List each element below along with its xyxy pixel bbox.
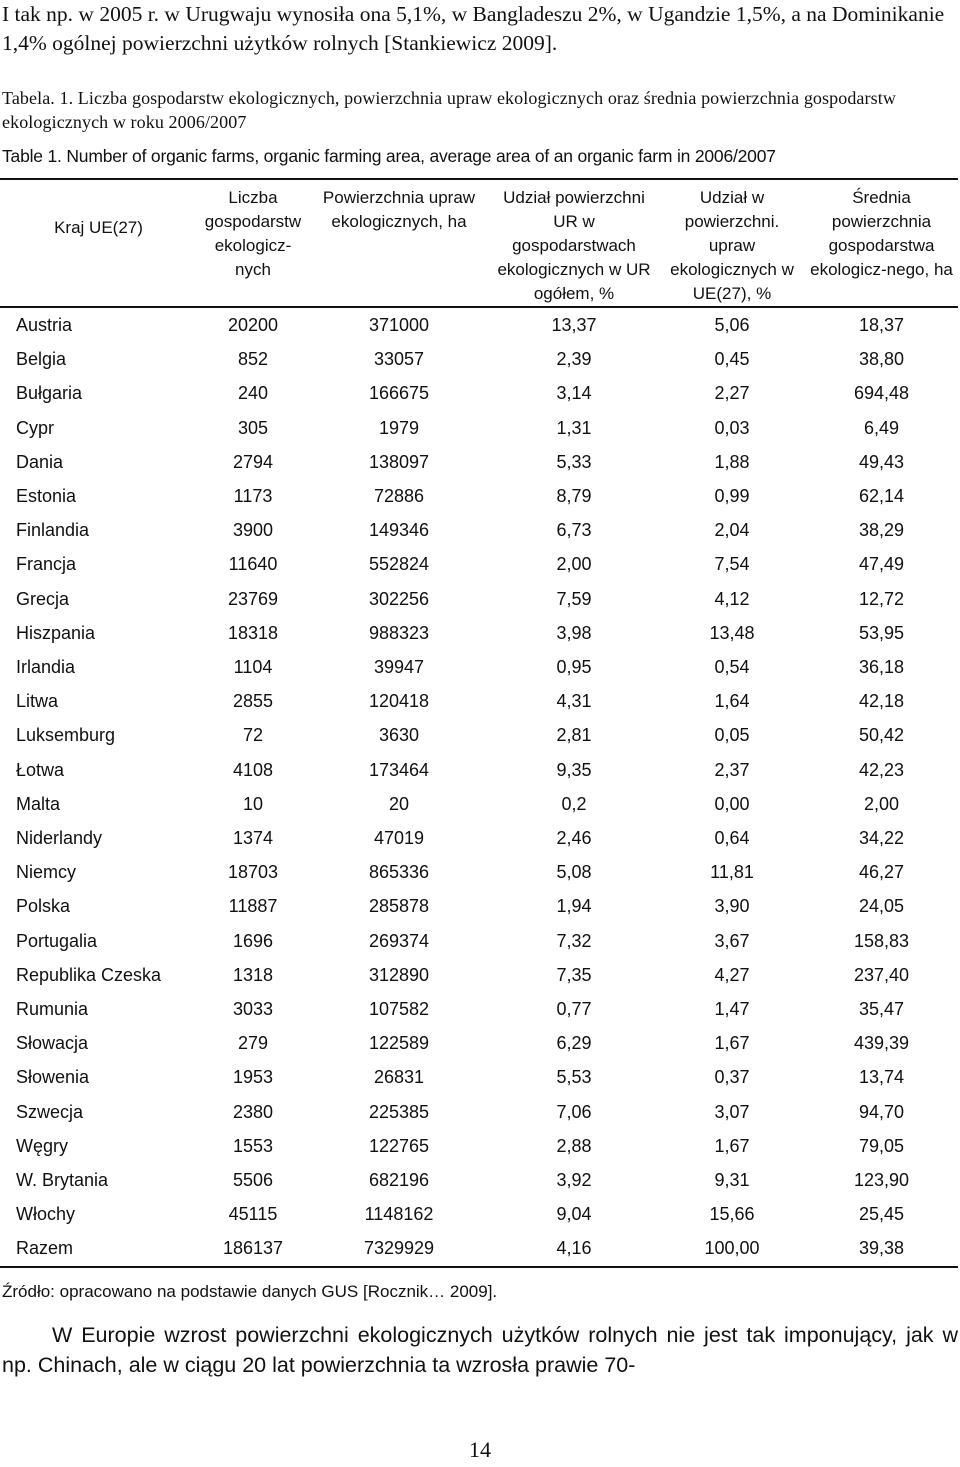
table-cell-value: 53,95 xyxy=(858,622,905,643)
table-cell-country: Irlandia xyxy=(16,657,76,678)
table-row xyxy=(0,445,958,479)
table-cell-country: Belgia xyxy=(16,349,67,370)
table-cell-value: 45115 xyxy=(228,1204,278,1225)
table-cell-country: Finlandia xyxy=(16,520,90,541)
table-row xyxy=(0,1026,958,1060)
table-cell-value: 8,79 xyxy=(556,486,592,507)
table-cell-value: 439,39 xyxy=(853,1033,910,1054)
table-cell-value: 1979 xyxy=(378,417,420,438)
table-cell-country: W. Brytania xyxy=(16,1170,109,1191)
table-row xyxy=(0,718,958,752)
table-cell-value: 5,08 xyxy=(556,862,592,883)
table-cell-value: 7,32 xyxy=(556,930,592,951)
table-cell-value: 11887 xyxy=(228,896,278,917)
table-cell-value: 18703 xyxy=(227,862,279,883)
table-cell-value: 279 xyxy=(237,1033,269,1054)
table-cell-value: 1696 xyxy=(232,930,274,951)
table-cell-value: 42,18 xyxy=(858,691,905,712)
table-cell-value: 47019 xyxy=(373,828,425,849)
table-cell-value: 2380 xyxy=(232,1101,274,1122)
table-cell-value: 35,47 xyxy=(858,999,905,1020)
table-row xyxy=(0,376,958,410)
table-cell-value: 18318 xyxy=(227,622,279,643)
table-row xyxy=(0,958,958,992)
table-cell-value: 1,64 xyxy=(714,691,750,712)
table-row xyxy=(0,889,958,923)
table-row xyxy=(0,479,958,513)
table-cell-value: 1374 xyxy=(232,828,274,849)
table-cell-value: 0,05 xyxy=(714,725,750,746)
table-cell-value: 34,22 xyxy=(858,828,905,849)
table-cell-value: 1,88 xyxy=(714,451,750,472)
table-cell-value: 0,00 xyxy=(714,793,750,814)
table-cell-value: 269374 xyxy=(368,930,430,951)
table-cell-value: 694,48 xyxy=(853,383,910,404)
table-cell-value: 4,31 xyxy=(556,691,592,712)
table-cell-country: Włochy xyxy=(16,1204,76,1225)
table-cell-value: 1173 xyxy=(233,486,273,507)
table-cell-country: Niderlandy xyxy=(16,828,103,849)
table-row xyxy=(0,411,958,445)
table-cell-value: 62,14 xyxy=(858,486,905,507)
table-cell-value: 36,18 xyxy=(858,657,905,678)
table-cell-value: 0,99 xyxy=(714,486,750,507)
table-cell-value: 3,98 xyxy=(556,622,592,643)
table-cell-country: Razem xyxy=(16,1238,74,1259)
table-cell-value: 6,29 xyxy=(556,1033,592,1054)
table-cell-value: 138097 xyxy=(368,451,430,472)
table-cell-value: 123,90 xyxy=(853,1170,910,1191)
table-cell-value: 2,88 xyxy=(556,1135,592,1156)
table-cell-value: 149346 xyxy=(368,520,430,541)
table-cell-value: 0,2 xyxy=(561,793,587,814)
table-cell-value: 20200 xyxy=(227,315,279,335)
table-cell-country: Luksemburg xyxy=(16,725,116,746)
table-cell-value: 50,42 xyxy=(858,725,905,746)
column-header-share-of-ur: Udział powierzchni UR w gospodarstwach ekologicznych w UR ogółem, % xyxy=(497,188,651,303)
table-cell-value: 72 xyxy=(242,725,264,746)
table-row xyxy=(0,753,958,787)
table-header-row xyxy=(0,179,958,307)
table-cell-value: 2,00 xyxy=(556,554,592,575)
column-header-share-of-eu: Udział w powierzchni. upraw ekologicznych w UE(27), % xyxy=(670,188,794,303)
table-cell-value: 39947 xyxy=(373,657,425,678)
table-body xyxy=(0,307,958,1267)
table-cell-value: 15,66 xyxy=(709,1204,755,1225)
table-cell-value: 0,77 xyxy=(556,999,592,1020)
table-caption-polish: Tabela. 1. Liczba gospodarstw ekologicznych, powierzchnia upraw ekologicznych oraz średnia powierzchnia gospodarstw ekologicznych w roku 2006/2007 xyxy=(2,88,896,132)
table-cell-value: 11640 xyxy=(228,554,278,575)
table-cell-value: 3,67 xyxy=(714,930,750,951)
table-cell-value: 79,05 xyxy=(858,1135,905,1156)
table-cell-value: 4,12 xyxy=(714,588,750,609)
table-cell-value: 852 xyxy=(237,349,269,370)
table-cell-value: 1104 xyxy=(233,657,273,678)
table-caption-english: Table 1. Number of organic farms, organic farming area, average area of an organic farm in 2006/2007 xyxy=(2,146,776,166)
table-row xyxy=(0,821,958,855)
table-row xyxy=(0,787,958,821)
table-cell-value: 7329929 xyxy=(363,1238,435,1259)
table-cell-value: 0,64 xyxy=(714,828,750,849)
table-cell-value: 302256 xyxy=(368,588,430,609)
table-cell-value: 107582 xyxy=(368,999,430,1020)
table-row xyxy=(0,1197,958,1231)
table-row xyxy=(0,513,958,547)
table-cell-value: 12,72 xyxy=(858,588,905,609)
table-row xyxy=(0,650,958,684)
table-cell-value: 26831 xyxy=(373,1067,425,1088)
table-cell-country: Rumunia xyxy=(16,999,89,1020)
table-cell-value: 0,37 xyxy=(714,1067,750,1088)
table-cell-value: 3033 xyxy=(232,999,274,1020)
column-header-farm-count: Liczba gospodarstw ekologicz-nych xyxy=(204,188,302,279)
table-cell-value: 18,37 xyxy=(858,315,905,335)
table-cell-value: 38,29 xyxy=(858,520,905,541)
table-cell-country: Republika Czeska xyxy=(16,964,162,985)
table-row xyxy=(0,924,958,958)
page-number: 14 xyxy=(469,1437,491,1462)
table-cell-value: 2,46 xyxy=(556,828,592,849)
table-cell-value: 1,67 xyxy=(714,1135,750,1156)
table-cell-value: 6,73 xyxy=(556,520,592,541)
table-row xyxy=(0,582,958,616)
table-cell-country: Dania xyxy=(16,451,64,472)
table-row xyxy=(0,307,958,342)
table-cell-value: 23769 xyxy=(227,588,279,609)
table-row xyxy=(0,1129,958,1163)
table-cell-country: Grecja xyxy=(16,588,70,609)
table-cell-value: 285878 xyxy=(368,896,430,917)
table-row xyxy=(0,684,958,718)
table-cell-country: Słowacja xyxy=(16,1033,89,1054)
table-cell-value: 5506 xyxy=(232,1170,274,1191)
table-cell-value: 4,27 xyxy=(714,964,750,985)
table-cell-value: 7,35 xyxy=(556,964,592,985)
table-cell-value: 42,23 xyxy=(858,759,905,780)
table-cell-value: 166675 xyxy=(368,383,430,404)
table-cell-value: 7,06 xyxy=(556,1101,592,1122)
table-cell-value: 13,37 xyxy=(551,315,597,335)
table-cell-value: 158,83 xyxy=(853,930,910,951)
table-cell-value: 100,00 xyxy=(704,1238,760,1259)
table-cell-value: 3,90 xyxy=(714,896,750,917)
table-cell-value: 3630 xyxy=(378,725,420,746)
table-cell-value: 1,94 xyxy=(556,896,592,917)
table-cell-value: 120418 xyxy=(368,691,430,712)
table-row xyxy=(0,547,958,581)
table-cell-value: 11,81 xyxy=(710,862,754,883)
table-cell-value: 9,35 xyxy=(556,759,592,780)
table-cell-value: 122589 xyxy=(368,1033,430,1054)
table-cell-value: 0,45 xyxy=(714,349,750,370)
table-cell-country: Estonia xyxy=(16,486,77,507)
table-cell-value: 1148162 xyxy=(364,1204,434,1225)
table-cell-value: 240 xyxy=(237,383,269,404)
table-cell-value: 47,49 xyxy=(858,554,905,575)
table-cell-value: 3,07 xyxy=(714,1101,750,1122)
column-header-area: Powierzchnia upraw ekologicznych, ha xyxy=(322,188,476,231)
table-cell-value: 9,04 xyxy=(556,1204,592,1225)
table-cell-value: 7,54 xyxy=(714,554,750,575)
table-cell-country: Malta xyxy=(16,793,61,814)
table-cell-value: 312890 xyxy=(368,964,430,985)
table-cell-country: Słowenia xyxy=(16,1067,90,1088)
intro-paragraph: I tak np. w 2005 r. w Urugwaju wynosiła ona 5,1%, w Bangladeszu 2%, w Ugandzie 1,5%, a na Dominikanie 1,4% ogólnej powierzchni użytków rolnych [Stankiewicz 2009]. xyxy=(2,2,945,55)
table-cell-value: 173464 xyxy=(368,759,430,780)
table-cell-value: 4,16 xyxy=(556,1238,592,1259)
table-cell-value: 3,14 xyxy=(556,383,592,404)
table-row xyxy=(0,1095,958,1129)
organic-farms-table xyxy=(0,178,958,1268)
table-cell-value: 20 xyxy=(388,793,410,814)
table-cell-value: 5,53 xyxy=(556,1067,592,1088)
column-header-country: Kraj UE(27) xyxy=(54,218,143,237)
table-row xyxy=(0,1163,958,1197)
table-cell-country: Portugalia xyxy=(16,930,98,951)
table-cell-value: 49,43 xyxy=(858,451,905,472)
column-header-average-area: Średnia powierzchnia gospodarstwa ekologicz-nego, ha xyxy=(810,188,953,279)
table-cell-value: 2,39 xyxy=(556,349,592,370)
table-cell-value: 552824 xyxy=(368,554,430,575)
table-cell-country: Polska xyxy=(16,896,71,917)
table-cell-value: 0,03 xyxy=(714,417,750,438)
table-cell-value: 186137 xyxy=(222,1238,284,1259)
table-row xyxy=(0,1060,958,1094)
table-cell-value: 988323 xyxy=(368,622,430,643)
table-cell-value: 0,54 xyxy=(714,657,750,678)
table-cell-value: 2,27 xyxy=(714,383,750,404)
source-note: Źródło: opracowano na podstawie danych GUS [Rocznik… 2009]. xyxy=(2,1282,498,1301)
table-cell-country: Bułgaria xyxy=(16,383,83,404)
table-cell-value: 10 xyxy=(242,793,264,814)
table-cell-value: 371000 xyxy=(368,315,430,335)
table-cell-country: Węgry xyxy=(16,1135,69,1156)
table-cell-value: 2794 xyxy=(232,451,274,472)
table-row xyxy=(0,992,958,1026)
table-row xyxy=(0,342,958,376)
table-cell-value: 2,37 xyxy=(714,759,750,780)
table-cell-value: 4108 xyxy=(232,759,274,780)
table-cell-value: 6,49 xyxy=(863,417,900,438)
table-cell-country: Litwa xyxy=(16,691,59,712)
table-cell-value: 1,47 xyxy=(714,999,750,1020)
table-cell-value: 305 xyxy=(237,417,269,438)
table-cell-value: 1953 xyxy=(232,1067,274,1088)
body-paragraph: W Europie wzrost powierzchni ekologicznych użytków rolnych nie jest tak imponujący, jak w np. Chinach, ale w ciągu 20 lat powierzchnia ta wzrosła prawie 70- xyxy=(2,1323,958,1377)
table-cell-value: 1553 xyxy=(232,1135,274,1156)
table-row xyxy=(0,616,958,650)
table-cell-value: 2,00 xyxy=(863,793,900,814)
table-cell-value: 1,67 xyxy=(714,1033,750,1054)
table-cell-value: 865336 xyxy=(368,862,430,883)
table-cell-value: 13,74 xyxy=(858,1067,905,1088)
table-cell-value: 122765 xyxy=(368,1135,430,1156)
table-cell-value: 39,38 xyxy=(858,1238,905,1259)
table-cell-value: 9,31 xyxy=(714,1170,750,1191)
table-cell-country: Austria xyxy=(16,315,73,335)
table-cell-value: 25,45 xyxy=(858,1204,905,1225)
table-cell-value: 2,81 xyxy=(556,725,592,746)
table-cell-value: 38,80 xyxy=(858,349,905,370)
table-cell-value: 5,33 xyxy=(556,451,592,472)
table-cell-country: Hiszpania xyxy=(16,622,96,643)
table-cell-country: Niemcy xyxy=(16,862,77,883)
table-cell-value: 1318 xyxy=(232,964,274,985)
table-cell-value: 237,40 xyxy=(853,964,910,985)
table-cell-value: 7,59 xyxy=(556,588,592,609)
table-row xyxy=(0,1231,958,1266)
table-cell-value: 3,92 xyxy=(556,1170,592,1191)
table-cell-value: 2,04 xyxy=(714,520,750,541)
table-cell-value: 33057 xyxy=(373,349,425,370)
table-cell-country: Francja xyxy=(16,554,77,575)
table-cell-value: 72886 xyxy=(373,486,425,507)
table-cell-value: 1,31 xyxy=(556,417,592,438)
table-cell-country: Szwecja xyxy=(16,1101,84,1122)
table-cell-value: 3900 xyxy=(232,520,274,541)
table-cell-value: 682196 xyxy=(368,1170,430,1191)
table-row xyxy=(0,855,958,889)
table-cell-country: Cypr xyxy=(16,417,55,438)
table-cell-value: 13,48 xyxy=(709,622,755,643)
table-cell-value: 2855 xyxy=(232,691,274,712)
table-cell-value: 46,27 xyxy=(858,862,905,883)
table-cell-value: 0,95 xyxy=(556,657,592,678)
table-cell-value: 24,05 xyxy=(858,896,905,917)
table-cell-value: 94,70 xyxy=(858,1101,905,1122)
table-cell-country: Łotwa xyxy=(16,759,65,780)
table-cell-value: 5,06 xyxy=(714,315,750,335)
table-cell-value: 225385 xyxy=(368,1101,430,1122)
